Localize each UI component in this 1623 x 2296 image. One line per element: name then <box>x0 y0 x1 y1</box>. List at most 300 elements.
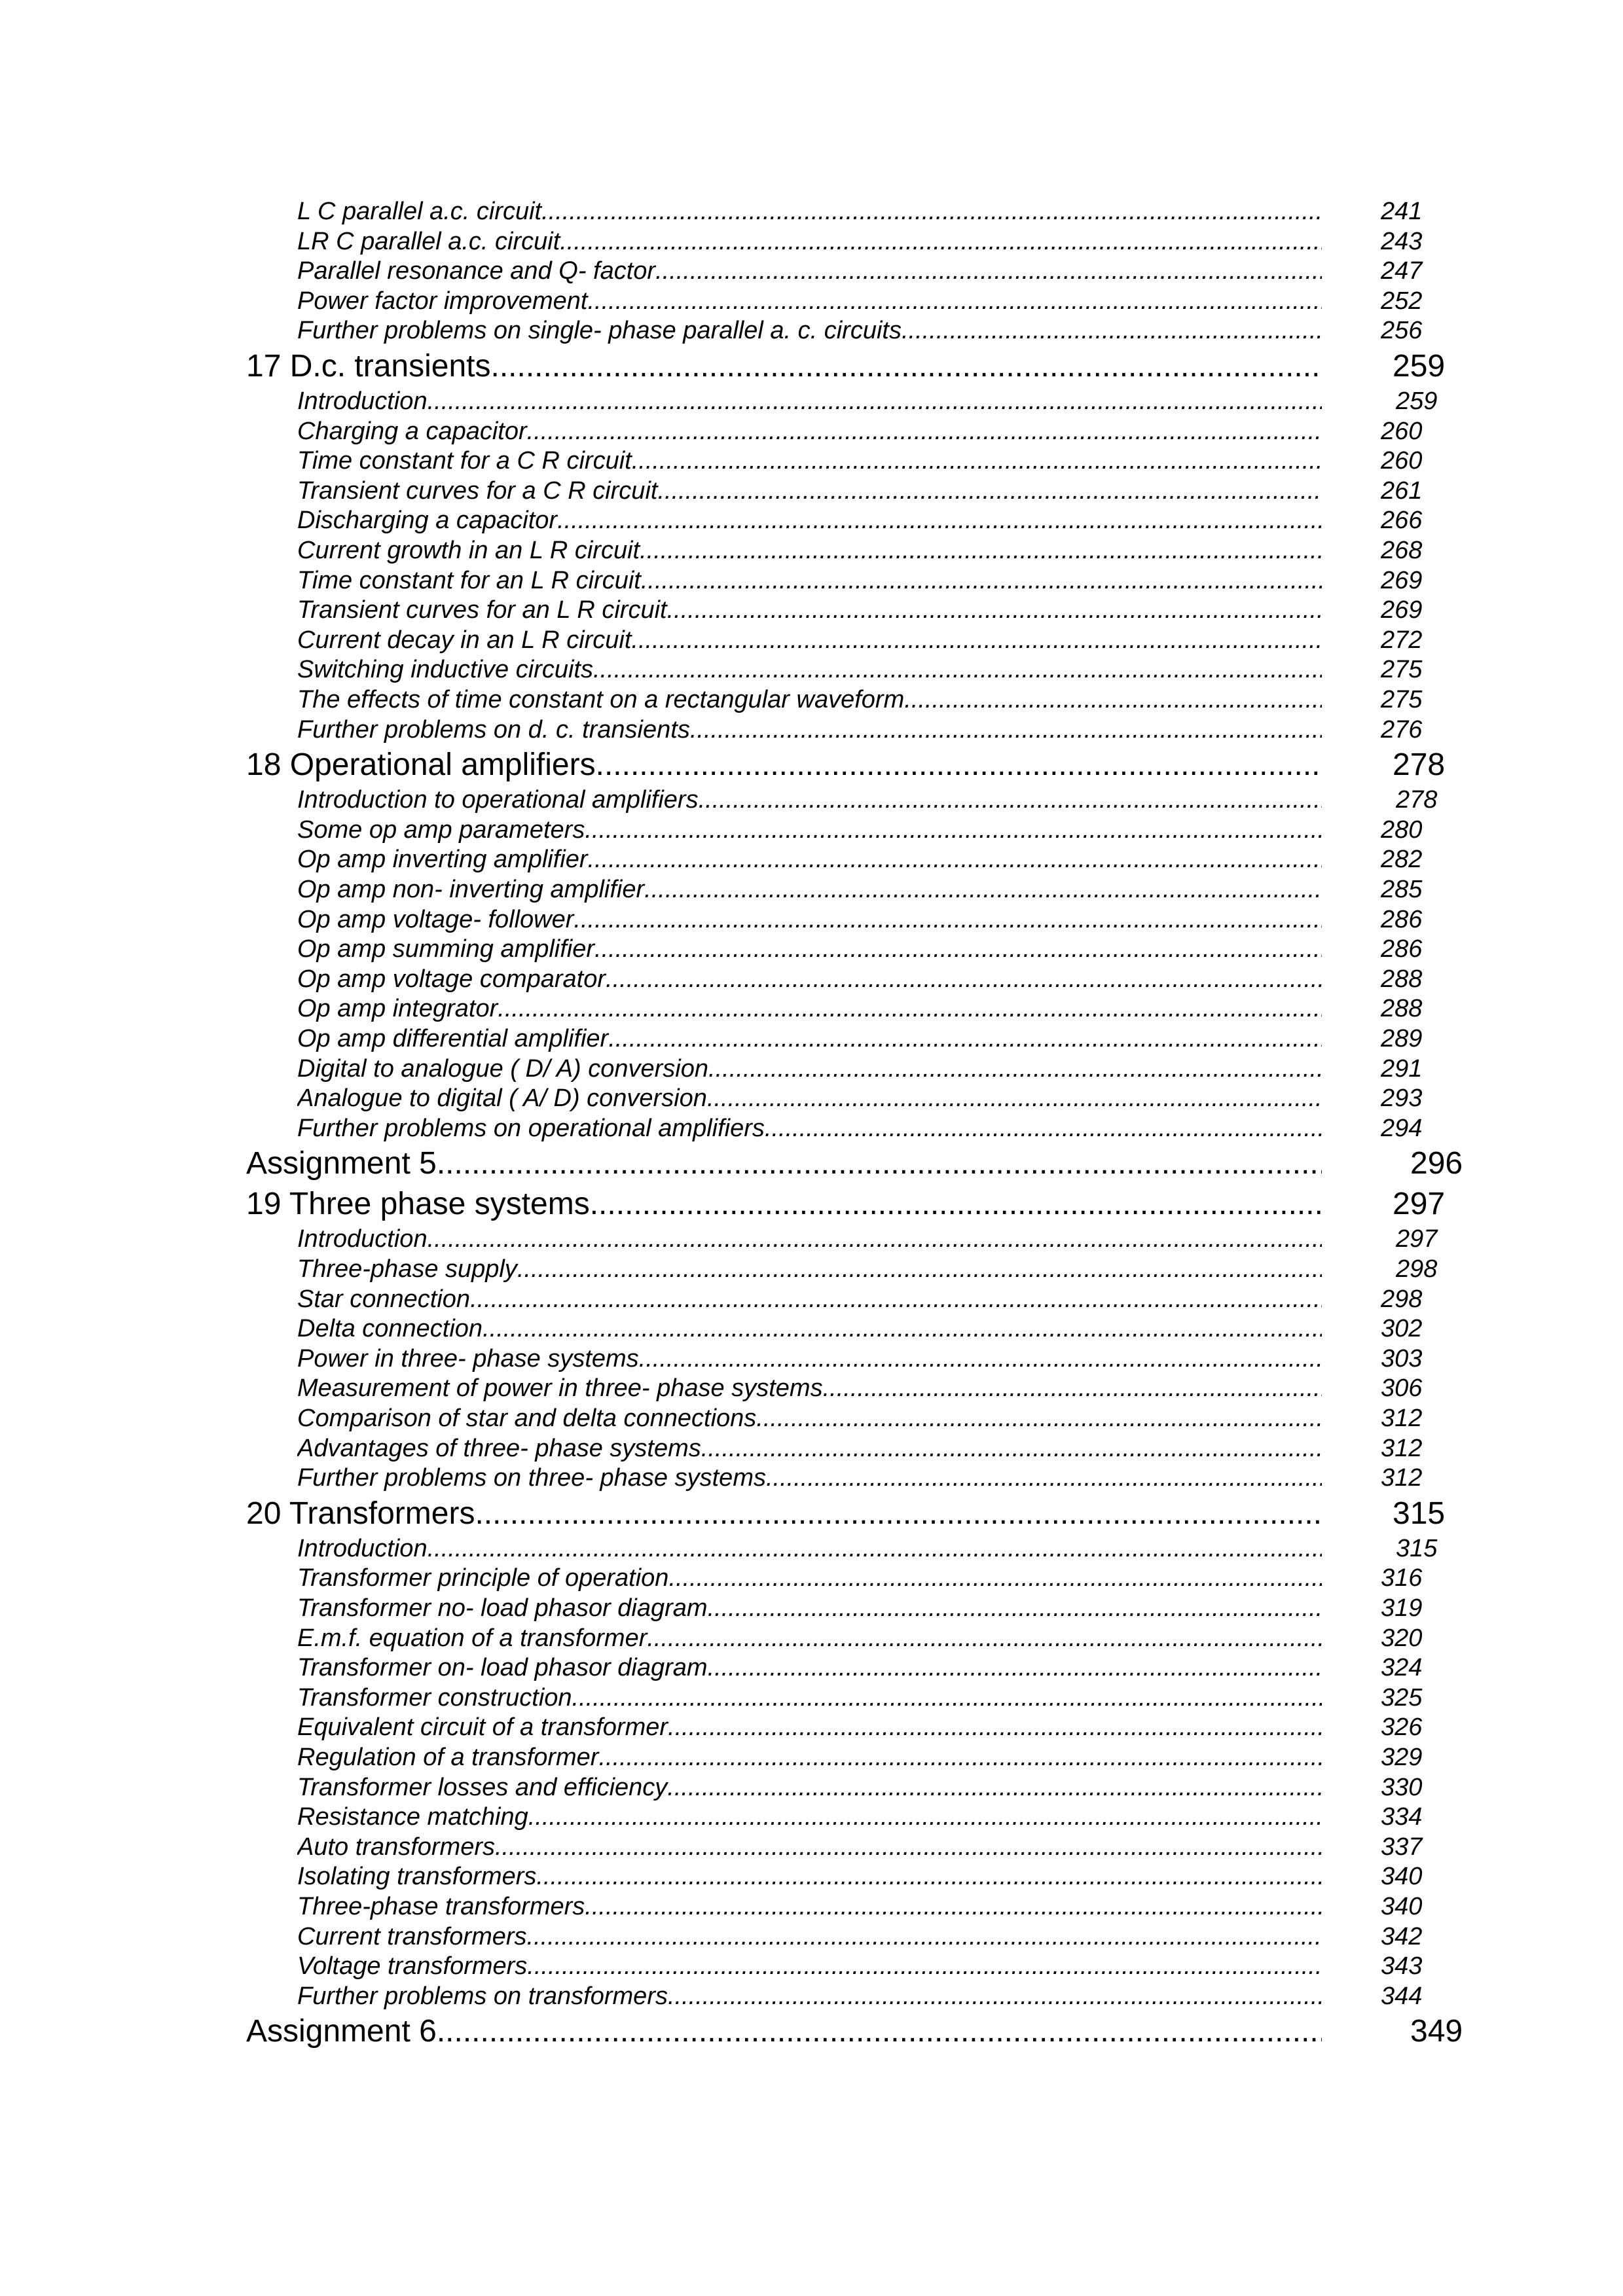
dot-leader <box>647 1623 1322 1653</box>
toc-entry-row[interactable] <box>297 1951 1476 1981</box>
toc-title <box>297 1981 1322 2011</box>
toc-entry-row[interactable] <box>297 386 1476 416</box>
toc-title <box>297 226 1322 257</box>
entry-title: Transient curves for an L R circuit <box>297 596 667 624</box>
toc-title <box>297 1653 1322 1683</box>
entry-title: Introduction <box>297 387 428 415</box>
toc-title <box>246 745 1322 785</box>
page-number: 289 <box>1381 1025 1423 1052</box>
entry-title: Current growth in an L R circuit <box>297 537 640 564</box>
page-number: 243 <box>1381 227 1423 255</box>
toc-entry-row[interactable] <box>297 505 1476 535</box>
toc-title <box>297 446 1322 476</box>
entry-title: Transformer construction <box>297 1683 572 1712</box>
entry-title: Resistance matching <box>297 1803 528 1831</box>
toc-title <box>297 196 1322 226</box>
toc-title <box>297 1593 1322 1623</box>
toc-title <box>297 1344 1322 1374</box>
toc-entry-row[interactable] <box>297 1742 1476 1772</box>
page-number: 324 <box>1381 1654 1423 1682</box>
entry-title: Op amp voltage- follower <box>297 905 574 933</box>
toc-entry-row[interactable] <box>297 685 1476 715</box>
dot-leader <box>560 226 1322 257</box>
toc-title <box>297 715 1322 745</box>
toc-title <box>246 2012 1322 2051</box>
dot-leader <box>491 347 1322 386</box>
toc-chapter-row[interactable] <box>246 1185 1490 1224</box>
toc-entry-row[interactable] <box>297 1344 1476 1374</box>
page-number: 297 <box>1396 1225 1438 1253</box>
toc-title <box>297 535 1322 565</box>
entry-title: L C parallel a.c. circuit <box>297 198 542 225</box>
toc-entry-row[interactable] <box>297 595 1476 625</box>
page-number: 312 <box>1381 1434 1423 1462</box>
page-number: 344 <box>1381 1982 1423 2010</box>
toc-title <box>297 1712 1322 1742</box>
entry-title: Introduction <box>297 1225 428 1253</box>
entry-title: Equivalent circuit of a transformer <box>297 1713 668 1742</box>
dot-leader <box>517 1254 1322 1284</box>
dot-leader <box>536 1861 1322 1892</box>
toc-title <box>297 1254 1322 1284</box>
page-number: 268 <box>1381 537 1423 564</box>
toc-entry-row[interactable] <box>297 1113 1476 1143</box>
entry-title: Op amp non- inverting amplifier <box>297 876 645 903</box>
toc-title <box>297 476 1322 506</box>
chapter-title: 20 Transformers <box>246 1496 475 1531</box>
page-number: 294 <box>1381 1114 1423 1142</box>
toc-chapter-row[interactable] <box>246 347 1490 386</box>
toc-title <box>246 1144 1322 1183</box>
page-number: 259 <box>1393 349 1446 384</box>
toc-entry-row[interactable] <box>297 905 1476 935</box>
toc-title <box>297 1224 1322 1254</box>
toc-title <box>297 1623 1322 1653</box>
dot-leader <box>475 1494 1322 1534</box>
entry-title: Further problems on single- phase parallel a. c. circuits <box>297 317 902 345</box>
entry-title: Digital to analogue ( D/ A) conversion <box>297 1054 709 1083</box>
entry-title: Charging a capacitor <box>297 417 527 445</box>
entry-title: Op amp integrator <box>297 995 498 1023</box>
page-number: 260 <box>1381 417 1423 445</box>
toc-title <box>297 505 1322 535</box>
page-number: 241 <box>1381 198 1423 225</box>
page-number: 261 <box>1381 476 1423 505</box>
entry-title: Further problems on three- phase systems <box>297 1464 766 1492</box>
dot-leader <box>590 1185 1322 1224</box>
toc-entry-row[interactable] <box>297 1433 1476 1463</box>
toc-title <box>297 1861 1322 1892</box>
toc-entry-row[interactable] <box>297 1054 1476 1084</box>
entry-title: Further problems on d. c. transients <box>297 715 690 744</box>
dot-leader <box>596 745 1322 785</box>
toc-entry-row[interactable] <box>297 196 1476 226</box>
dot-leader <box>904 685 1322 715</box>
chapter-title: Assignment 6 <box>246 2014 437 2049</box>
page-number: 288 <box>1381 965 1423 993</box>
toc-entry-row[interactable] <box>297 785 1476 815</box>
toc-entry-row[interactable] <box>297 1534 1476 1564</box>
page-number: 266 <box>1381 507 1423 535</box>
page-number: 293 <box>1381 1085 1423 1113</box>
entry-title: Transient curves for a C R circuit <box>297 476 658 505</box>
page-number: 302 <box>1381 1315 1423 1343</box>
toc-title <box>297 1463 1322 1493</box>
toc-title <box>246 347 1322 386</box>
entry-title: Delta connection <box>297 1315 483 1343</box>
dot-leader <box>428 386 1322 416</box>
dot-leader <box>708 1054 1322 1084</box>
toc-entry-row[interactable] <box>297 1284 1476 1314</box>
entry-title: Power factor improvement <box>297 287 588 315</box>
dot-leader <box>557 505 1322 535</box>
entry-title: Introduction <box>297 1534 428 1562</box>
entry-title: Time constant for an L R circuit <box>297 566 641 594</box>
toc-entry-row[interactable] <box>297 1802 1476 1832</box>
toc-title <box>297 905 1322 935</box>
page-number: 340 <box>1381 1893 1423 1920</box>
entry-title: LR C parallel a.c. circuit <box>297 227 560 255</box>
toc-entry-row[interactable] <box>297 446 1476 476</box>
page-number: 286 <box>1381 935 1423 963</box>
toc-title <box>297 1683 1322 1713</box>
entry-title: Comparison of star and delta connections <box>297 1405 757 1432</box>
dot-leader <box>667 1772 1322 1803</box>
page-number: 256 <box>1381 317 1423 345</box>
page-number: 320 <box>1381 1624 1423 1652</box>
dot-leader <box>470 1284 1322 1314</box>
toc-title <box>297 386 1322 416</box>
dot-leader <box>588 286 1322 316</box>
toc-title <box>297 286 1322 316</box>
toc-entry-row[interactable] <box>297 715 1476 745</box>
entry-title: The effects of time constant on a rectangular waveform <box>297 686 905 713</box>
dot-leader <box>594 934 1322 964</box>
toc-entry-row[interactable] <box>297 1712 1476 1742</box>
toc-title <box>297 1433 1322 1463</box>
toc-chapter-row[interactable] <box>246 1144 1490 1183</box>
entry-title: Star connection <box>297 1285 471 1313</box>
toc-title <box>297 1403 1322 1433</box>
toc-title <box>297 1113 1322 1143</box>
toc-entry-row[interactable] <box>297 565 1476 596</box>
toc-title <box>297 315 1322 346</box>
dot-leader <box>902 315 1322 346</box>
toc-entry-row[interactable] <box>297 1403 1476 1433</box>
toc-title <box>297 685 1322 715</box>
page-number: 297 <box>1393 1187 1446 1222</box>
entry-title: Analogue to digital ( A/ D) conversion <box>297 1085 707 1113</box>
toc-entry-row[interactable] <box>297 1254 1476 1284</box>
page-number: 349 <box>1410 2014 1463 2049</box>
page-number: 272 <box>1381 626 1423 654</box>
page-number: 247 <box>1381 257 1423 285</box>
entry-title: Voltage transformers <box>297 1952 528 1981</box>
dot-leader <box>690 715 1322 745</box>
page-number: 303 <box>1381 1344 1423 1372</box>
toc-entry-row[interactable] <box>297 1772 1476 1803</box>
toc-chapter-row[interactable] <box>246 1494 1490 1534</box>
dot-leader <box>668 1712 1322 1742</box>
page-number: 306 <box>1381 1374 1423 1403</box>
entry-title: Advantages of three- phase systems <box>297 1434 701 1462</box>
toc-entry-row[interactable] <box>297 1861 1476 1892</box>
toc-title <box>297 1922 1322 1952</box>
page-number: 285 <box>1381 876 1423 903</box>
dot-leader <box>437 2012 1322 2051</box>
toc-entry-row[interactable] <box>297 416 1476 446</box>
chapter-title: Assignment 5 <box>246 1146 437 1181</box>
dot-leader <box>495 1832 1322 1862</box>
dot-leader <box>708 1653 1322 1683</box>
toc-entry-row[interactable] <box>297 476 1476 506</box>
toc-title <box>297 256 1322 286</box>
page-number: 269 <box>1381 596 1423 624</box>
toc-title <box>297 1951 1322 1981</box>
dot-leader <box>708 1593 1322 1623</box>
toc-title <box>297 1534 1322 1564</box>
dot-leader <box>766 1463 1322 1493</box>
toc-entry-row[interactable] <box>297 1981 1476 2011</box>
entry-title: Introduction to operational amplifiers <box>297 786 699 814</box>
entry-title: Three-phase supply <box>297 1255 517 1283</box>
toc-title <box>297 934 1322 964</box>
dot-leader <box>437 1144 1322 1183</box>
toc-title <box>297 1563 1322 1593</box>
entry-title: Op amp differential amplifier <box>297 1025 609 1052</box>
toc-entry-row[interactable] <box>297 286 1476 316</box>
toc-entry-row[interactable] <box>297 994 1476 1024</box>
entry-title: Three-phase transformers <box>297 1893 585 1920</box>
toc-entry-row[interactable] <box>297 1653 1476 1683</box>
page-number: 334 <box>1381 1803 1423 1831</box>
toc-title <box>297 1083 1322 1113</box>
toc-title <box>297 1802 1322 1832</box>
toc-entry-row[interactable] <box>297 535 1476 565</box>
toc-entry-row[interactable] <box>297 874 1476 905</box>
dot-leader <box>527 1951 1322 1981</box>
toc-entry-row[interactable] <box>297 1623 1476 1653</box>
page-number: 312 <box>1381 1464 1423 1492</box>
toc-entry-row[interactable] <box>297 625 1476 655</box>
page-number: 275 <box>1381 656 1423 684</box>
entry-title: Op amp summing amplifier <box>297 935 595 963</box>
page-number: 252 <box>1381 287 1423 315</box>
page-number: 340 <box>1381 1863 1423 1891</box>
dot-leader <box>632 446 1322 476</box>
page-number: 275 <box>1381 686 1423 713</box>
dot-leader <box>701 1433 1322 1463</box>
entry-title: Power in three- phase systems <box>297 1344 639 1372</box>
dot-leader <box>641 565 1322 596</box>
page-number: 298 <box>1396 1255 1438 1283</box>
entry-title: Further problems on operational amplifiers <box>297 1114 765 1142</box>
page-number: 278 <box>1396 786 1438 814</box>
page-number: 259 <box>1396 387 1438 415</box>
toc-entry-row[interactable] <box>297 1224 1476 1254</box>
dot-leader <box>668 1981 1322 2011</box>
toc-entry-row[interactable] <box>297 1083 1476 1113</box>
entry-title: Transformer on- load phasor diagram <box>297 1654 708 1682</box>
toc-entry-row[interactable] <box>297 315 1476 346</box>
dot-leader <box>765 1113 1322 1143</box>
dot-leader <box>756 1403 1322 1433</box>
toc-entry-row[interactable] <box>297 815 1476 845</box>
entry-title: Current decay in an L R circuit <box>297 626 632 654</box>
dot-leader <box>823 1373 1322 1403</box>
page-number: 278 <box>1393 747 1446 783</box>
page-number: 319 <box>1381 1594 1423 1622</box>
dot-leader <box>541 196 1322 226</box>
dot-leader <box>608 1024 1322 1054</box>
toc-entry-row[interactable] <box>297 934 1476 964</box>
dot-leader <box>527 1922 1322 1952</box>
toc-title <box>297 1284 1322 1314</box>
dot-leader <box>707 1083 1322 1113</box>
toc-title <box>297 785 1322 815</box>
dot-leader <box>667 595 1322 625</box>
dot-leader <box>527 416 1322 446</box>
entry-title: Transformer principle of operation <box>297 1564 669 1592</box>
toc-title <box>297 1054 1322 1084</box>
toc-entry-row[interactable] <box>297 1593 1476 1623</box>
dot-leader <box>585 1892 1322 1922</box>
chapter-title: 17 D.c. transients <box>246 349 491 384</box>
toc-entry-row[interactable] <box>297 1832 1476 1862</box>
dot-leader <box>483 1314 1322 1344</box>
dot-leader <box>699 785 1322 815</box>
page-number: 269 <box>1381 566 1423 594</box>
dot-leader <box>574 905 1322 935</box>
dot-leader <box>639 1344 1322 1374</box>
page-number: 260 <box>1381 447 1423 475</box>
toc-title <box>297 1892 1322 1922</box>
toc-title <box>297 595 1322 625</box>
toc-title <box>297 1373 1322 1403</box>
page-number: 326 <box>1381 1713 1423 1742</box>
page-number: 291 <box>1381 1054 1423 1083</box>
toc-title <box>297 844 1322 874</box>
toc-entry-row[interactable] <box>297 1683 1476 1713</box>
dot-leader <box>428 1534 1322 1564</box>
toc-title <box>297 1742 1322 1772</box>
dot-leader <box>657 476 1322 506</box>
dot-leader <box>644 874 1322 905</box>
entry-title: Regulation of a transformer <box>297 1744 599 1771</box>
toc-entry-row[interactable] <box>297 256 1476 286</box>
dot-leader <box>655 256 1322 286</box>
dot-leader <box>572 1683 1322 1713</box>
entry-title: Time constant for a C R circuit <box>297 447 632 475</box>
toc-entry-row[interactable] <box>297 1314 1476 1344</box>
toc-title <box>297 1314 1322 1344</box>
toc-entry-row[interactable] <box>297 1373 1476 1403</box>
toc-entry-row[interactable] <box>297 226 1476 257</box>
entry-title: Discharging a capacitor <box>297 507 558 535</box>
toc-title <box>297 625 1322 655</box>
page-number: 325 <box>1381 1683 1423 1712</box>
toc-title <box>297 994 1322 1024</box>
toc-title <box>297 815 1322 845</box>
toc-entry-row[interactable] <box>297 655 1476 685</box>
toc-title <box>297 565 1322 596</box>
toc-entry-row[interactable] <box>297 1024 1476 1054</box>
page-number: 315 <box>1396 1534 1438 1562</box>
toc-chapter-row[interactable] <box>246 745 1490 785</box>
entry-title: Transformer losses and efficiency <box>297 1773 668 1801</box>
page-number: 312 <box>1381 1405 1423 1432</box>
dot-leader <box>606 964 1322 994</box>
toc-title <box>297 416 1322 446</box>
page-number: 316 <box>1381 1564 1423 1592</box>
entry-title: Isolating transformers <box>297 1863 537 1891</box>
entry-title: Current transformers <box>297 1922 527 1950</box>
page-number: 343 <box>1381 1952 1423 1981</box>
dot-leader <box>631 625 1322 655</box>
dot-leader <box>498 994 1322 1024</box>
entry-title: Further problems on transformers <box>297 1982 668 2010</box>
toc-entry-row[interactable] <box>297 964 1476 994</box>
page-number: 329 <box>1381 1744 1423 1771</box>
toc-entry-row[interactable] <box>297 844 1476 874</box>
entry-title: Op amp inverting amplifier <box>297 846 588 874</box>
page-number: 298 <box>1381 1285 1423 1313</box>
toc-title <box>297 1024 1322 1054</box>
toc-entry-row[interactable] <box>297 1892 1476 1922</box>
toc-chapter-row[interactable] <box>246 2012 1490 2051</box>
page-number: 288 <box>1381 995 1423 1023</box>
dot-leader <box>598 1742 1322 1772</box>
page-number: 296 <box>1410 1146 1463 1181</box>
toc-title <box>246 1494 1322 1534</box>
toc-title <box>246 1185 1322 1224</box>
page-number: 282 <box>1381 846 1423 874</box>
entry-title: Auto transformers <box>297 1833 495 1861</box>
dot-leader <box>593 655 1322 685</box>
dot-leader <box>588 844 1322 874</box>
entry-title: E.m.f. equation of a transformer <box>297 1624 647 1652</box>
entry-title: Parallel resonance and Q- factor <box>297 257 656 285</box>
entry-title: Switching inductive circuits <box>297 656 593 684</box>
toc-title <box>297 655 1322 685</box>
page-number: 286 <box>1381 905 1423 933</box>
dot-leader <box>428 1224 1322 1254</box>
toc-entry-row[interactable] <box>297 1922 1476 1952</box>
page-number: 342 <box>1381 1922 1423 1950</box>
toc-title <box>297 1832 1322 1862</box>
toc-title <box>297 874 1322 905</box>
dot-leader <box>585 815 1322 845</box>
page-number: 337 <box>1381 1833 1423 1861</box>
chapter-title: 19 Three phase systems <box>246 1187 590 1222</box>
toc-entry-row[interactable] <box>297 1563 1476 1593</box>
chapter-title: 18 Operational amplifiers <box>246 747 596 783</box>
dot-leader <box>640 535 1322 565</box>
toc-entry-row[interactable] <box>297 1463 1476 1493</box>
entry-title: Some op amp parameters <box>297 816 585 844</box>
entry-title: Op amp voltage comparator <box>297 965 606 993</box>
page-number: 330 <box>1381 1773 1423 1801</box>
page-number: 276 <box>1381 715 1423 744</box>
page-number: 315 <box>1393 1496 1446 1531</box>
entry-title: Transformer no- load phasor diagram <box>297 1594 708 1622</box>
toc-title <box>297 1772 1322 1803</box>
dot-leader <box>528 1802 1322 1832</box>
page-number: 280 <box>1381 816 1423 844</box>
dot-leader <box>668 1563 1322 1593</box>
toc-title <box>297 964 1322 994</box>
entry-title: Measurement of power in three- phase systems <box>297 1374 823 1403</box>
